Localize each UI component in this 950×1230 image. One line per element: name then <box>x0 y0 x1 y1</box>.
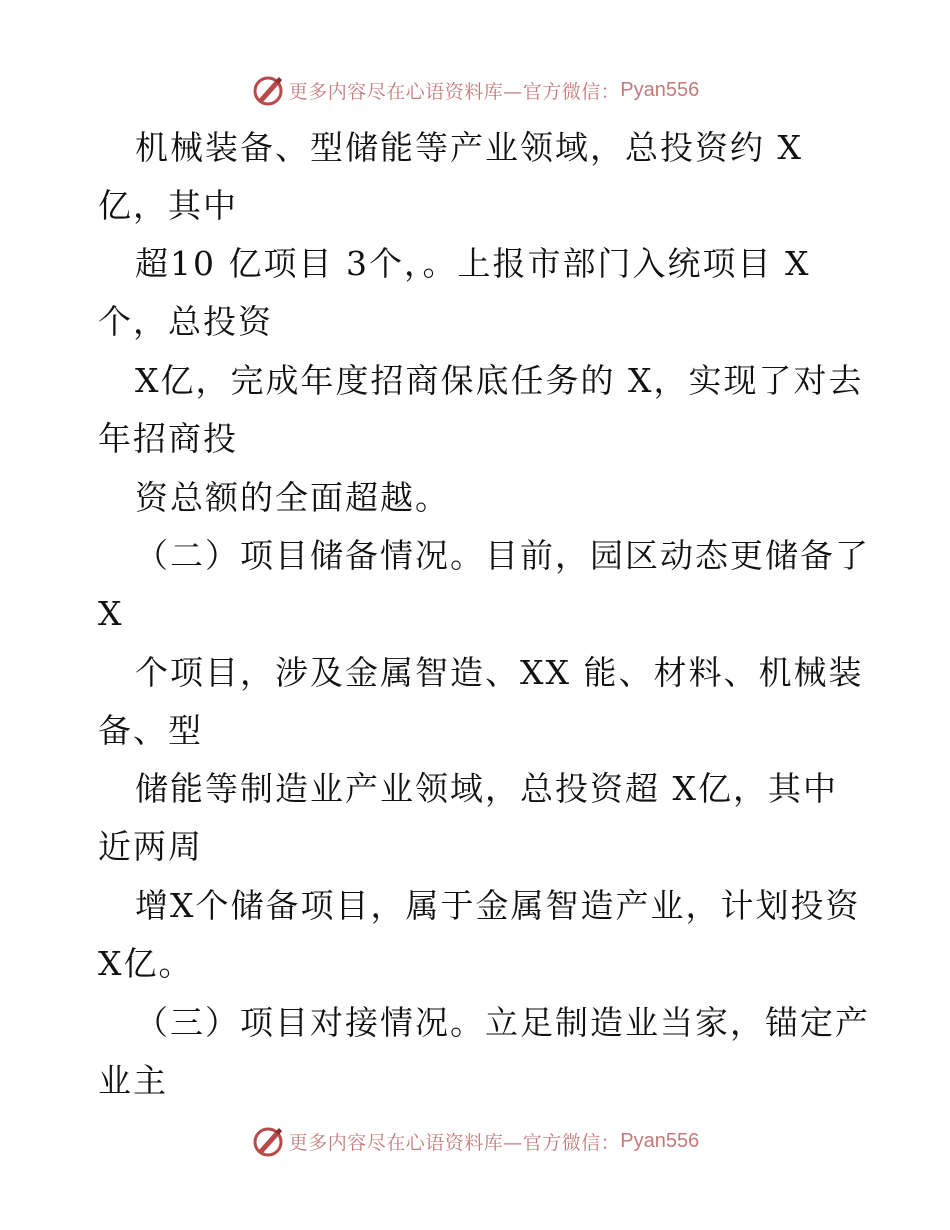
text-line: 资总额的全面超越。 <box>135 478 450 517</box>
text-line: 机械装备、型储能等产业领域，总投资约 X <box>135 128 803 167</box>
text-line: 个，总投资 <box>98 302 273 341</box>
text-line: 个项目，涉及金属智造、XX 能、材料、机械装 <box>135 653 864 692</box>
text-line: 近两周 <box>98 827 203 866</box>
text-line: X <box>98 594 124 633</box>
watermark-text: 更多内容尽在心语资料库—官方微信： <box>288 80 621 103</box>
footer-watermark-banner <box>0 1121 950 1161</box>
text-line: （二）项目储备情况。目前，园区动态更储备了 <box>135 536 870 575</box>
watermark-text: 更多内容尽在心语资料库—官方微信： <box>288 1131 621 1154</box>
pen-logo-icon <box>251 1124 285 1158</box>
text-line: 增X个储备项目，属于金属智造产业，计划投资 <box>135 886 861 925</box>
text-line: X亿，完成年度招商保底任务的 X，实现了对去 <box>135 361 864 400</box>
text-line: 储能等制造业产业领域，总投资超 X亿，其中 <box>135 769 838 808</box>
text-line: 业主 <box>98 1061 168 1100</box>
text-line: X亿。 <box>98 944 194 983</box>
text-line: 备、型 <box>98 711 203 750</box>
wechat-id: Pyan556 <box>620 1129 700 1152</box>
text-line: （三）项目对接情况。立足制造业当家，锚定产 <box>135 1003 870 1042</box>
text-line: 年招商投 <box>98 419 238 458</box>
wechat-id: Pyan556 <box>620 78 700 101</box>
text-line: 超10 亿项目 3个，。上报市部门入统项目 X <box>135 244 811 283</box>
text-line: 亿，其中 <box>98 186 238 225</box>
